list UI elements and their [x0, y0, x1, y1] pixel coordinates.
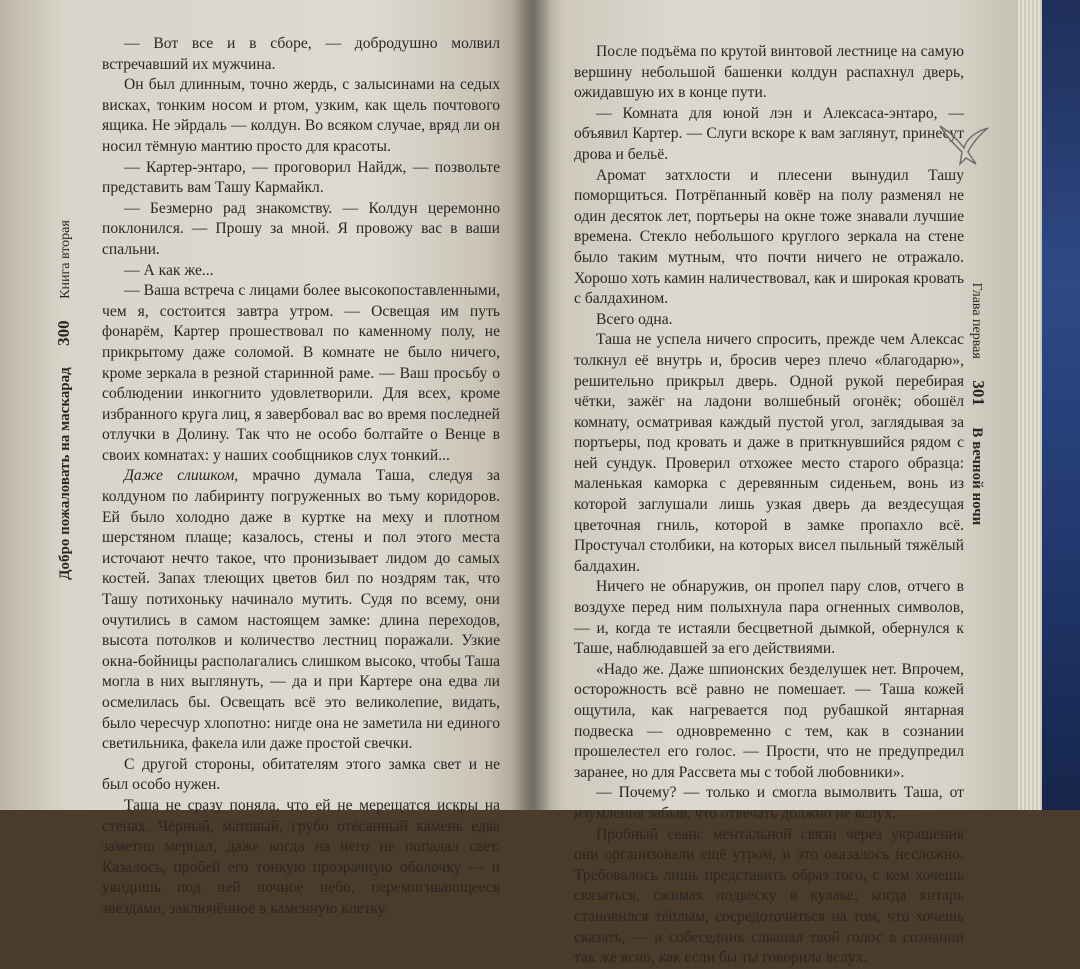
- book-cover-edge: [1042, 0, 1080, 810]
- paragraph: Таша не сразу поняла, что ей не мерещатся искры на стенах. Чёрный, матовый, грубо отёсанный камень едва заметно мерцал, даже когда на него не попадал свет. Казалось, пробей его тонкую прозрачную оболочку — и увидишь под ней ночное небо, перемигивающееся звёздами, заключённое в каменную клетку.: [102, 796, 500, 917]
- swallow-ornament-icon: [936, 118, 992, 168]
- left-page-body: [102, 34, 500, 920]
- left-page-header: [54, 220, 74, 580]
- left-page: [0, 0, 530, 917]
- italic-emphasis: Даже слишком,: [124, 467, 239, 485]
- paragraph: — А как же...: [124, 261, 214, 279]
- right-page-number: 301: [969, 380, 988, 406]
- paragraph: Ничего не обнаружив, он пропел пару слов, отчего в воздухе перед ним полыхнула пара огненных символов, — и, когда те истаяли бесцветной дымкой, обернулся к Таше, наблюдавшей за его действиями.: [574, 578, 964, 658]
- right-section-label: Глава первая: [969, 282, 984, 359]
- right-running-head: В вечной ночи: [969, 427, 985, 526]
- paragraph: — Вот все и в сборе, — добродушно молвил встречавший их мужчина.: [102, 35, 500, 73]
- paragraph: Аромат затхлости и плесени вынудил Ташу поморщиться. Потрёпанный ковёр на полу разменял не один десяток лет, портьеры на окне тоже знавали лучшие времена. Стекло небольшого круглого зеркала на стене было таким мутным, что почти ничего не отражало. Хорошо хоть камин наличествовал, как и широкая кровать с балдахином.: [574, 166, 965, 308]
- paragraph: — Почему? — только и смогла вымолвить Таша, от изумления забыв, что отвечать должно не вслух.: [574, 784, 964, 822]
- right-page: [530, 0, 1022, 967]
- left-running-head: Добро пожаловать на маскарад: [57, 367, 73, 580]
- right-page-body: [574, 42, 964, 969]
- paragraph: — Безмерно рад знакомству. — Колдун церемонно поклонился. — Прошу за мной. Я провожу вас в ваши спальни.: [102, 199, 500, 258]
- left-page-number: 300: [54, 320, 73, 346]
- paragraph: Пробный сеанс ментальной связи через украшения они организовали ещё утром, и это оказалось несложно. Требовалось лишь представить образ того, с кем хочешь связаться, сжимая подвеску в кулаке; когда янтарь становился тёплым, сосредоточиться на том, что хочешь сказать, — и собеседник слышал твой голос в сознании так же ясно, как если бы ты говорила вслух.: [574, 825, 964, 967]
- paragraph: С другой стороны, обитателям этого замка свет и не был особо нужен.: [102, 755, 500, 794]
- paragraph: «Надо же. Даже шпионских безделушек нет. Впрочем, осторожность всё равно не помешает. — Таша кожей ощутила, как нагревается под рубашкой янтарная подвеска — одновременно с тем, как в сознании прошелестел его голос. — Прости, что не предупредил заранее, но для Рассвета мы с тобой любовники».: [574, 660, 964, 781]
- paragraph: — Ваша встреча с лицами более высокопоставленными, чем я, состоится завтра утром. — Освещая им путь фонарём, Картер прошествовал по каменному полу, не прикрытому даже соломой. В комнате не было ничего, кроме зеркала в резной старинной раме. — Ваш просьбу о соблюдении инкогнито удовлетворили. Для всех, кроме избранного круга лиц, я завербовал вас во время последней отлучки в Долину. Так что не особо болтайте о Венце в своих комнатах: у наших сообщников слух тонкий...: [102, 282, 500, 464]
- left-section-label: Книга вторая: [58, 220, 73, 299]
- paragraph: — Картер-энтаро, — проговорил Найдж, — позвольте представить вам Ташу Кармайкл.: [102, 158, 500, 197]
- book-gutter: [512, 0, 552, 810]
- paragraph: После подъёма по крутой винтовой лестнице на самую вершину небольшой башенки колдун распахнул дверь, ожидавшую их в конце пути.: [574, 43, 964, 102]
- paragraph: Таша не успела ничего спросить, прежде чем Алексас толкнул её внутрь и, бросив через плечо «благодарю», решительно прикрыл дверь. Одной рукой перебирая чётки, зажёг на ладони волшебный огонёк; обошёл комнату, осматривая каждый пустой угол, заглядывая за портьеры, под кровать и даже в приткнувшийся рядом с ней сундук. Проверил отхожее место старого образца: маленькая каморка с деревянным сиденьем, вонь из которой заглушали лишь узкая дверь да вездесущая цветочная гниль, которой в замке пропахло всё. Простучал столбики, на которых висел пыльный тяжёлый балдахин.: [574, 331, 964, 575]
- paragraph-text: мрачно думала Таша, следуя за колдуном по лабиринту погруженных во тьму коридоров. Ей было холодно даже в куртке на меху и плотном шерстяном плаще; казалось, стены и пол этого места источают нечто такое, что пронизывает лидом до самых костей. Запах тлеющих цветов бил по ноздрям так, что Ташу потихоньку начинало мутить. Судя по всему, они очутились в самом настоящем замке: длина переходов, высота потолков и количество лестниц поражали. Узкие окна-бойницы располагались слишком высоко, чтобы Таша могла в них выглянуть, — да и при Картере она едва ли осмелилась бы. Освещать всё это великолепие, видать, было чересчур хлопотно: нигде она не заметила ни единого светильника, факела или даже простой свечки.: [102, 467, 500, 753]
- paragraph: Всего одна.: [596, 310, 673, 328]
- paragraph: — Комната для юной лэн и Алексаса-энтаро, — объявил Картер. — Слуги вскоре к вам заглянут, принесут дрова и бельё.: [574, 104, 964, 163]
- right-page-header: [968, 283, 988, 526]
- paragraph: [102, 466, 500, 754]
- paragraph: Он был длинным, точно жердь, с залысинами на седых висках, тонким носом и ртом, узким, как щель почтового ящика. Не эйрдаль — колдун. Во всяком случае, вряд ли он носил тёмную мантию просто для красоты.: [102, 76, 500, 155]
